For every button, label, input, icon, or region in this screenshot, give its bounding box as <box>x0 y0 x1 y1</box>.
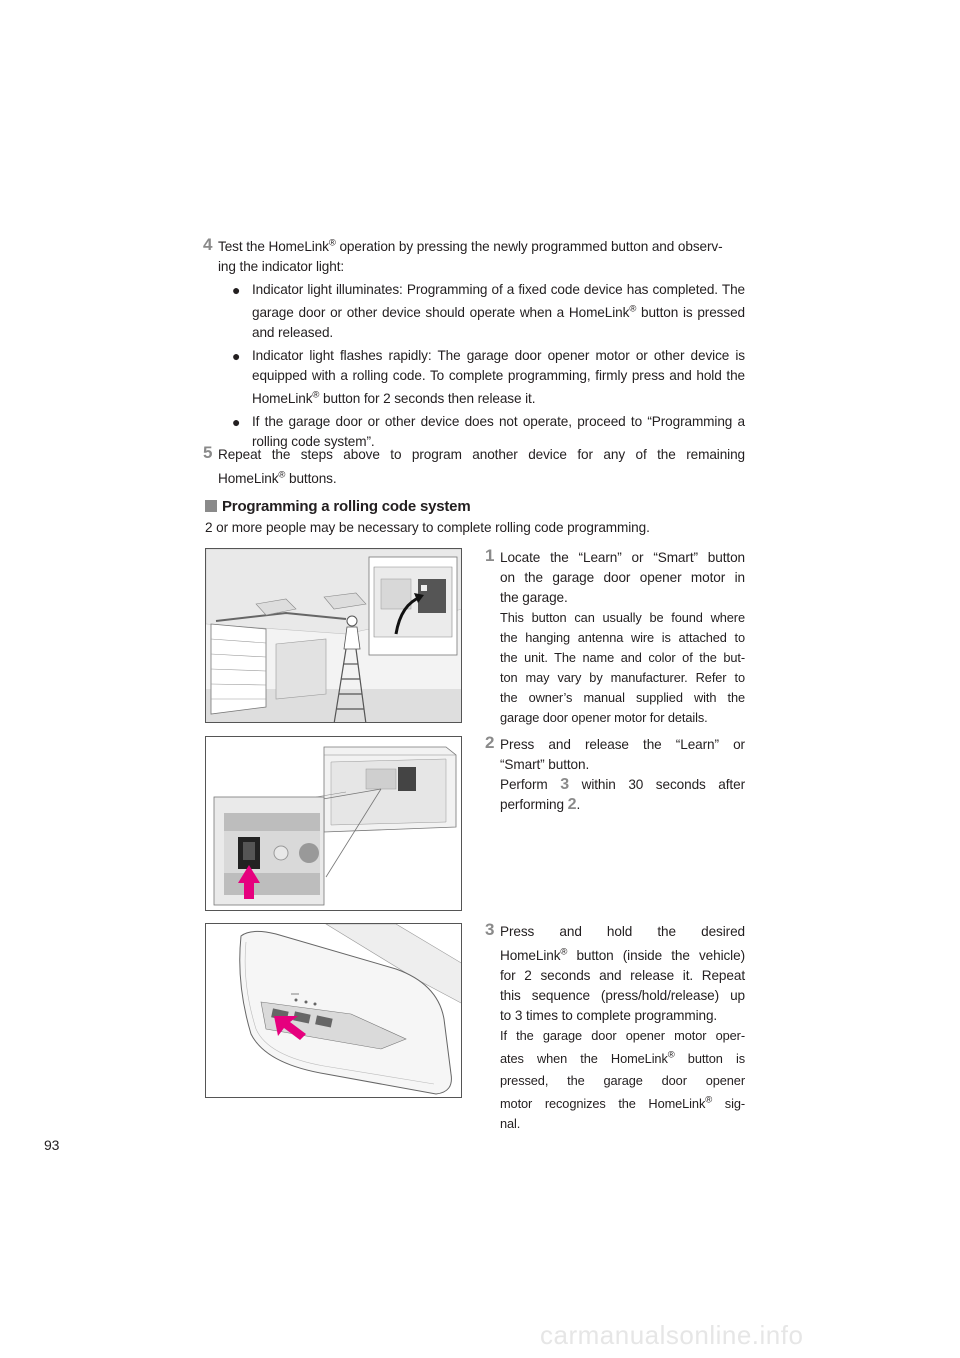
rolling-step-1: 1 Locate the “Learn” or “Smart” button on the garage door opener motor in the garage. This button can usually be found where the hanging antenna wire is attached to the unit. The name and color of the but- ton may vary by manufacturer. Refer to the owner’s manual supplied with the garage door opener motor for details. <box>487 548 745 728</box>
section-intro: 2 or more people may be necessary to complete rolling code programming. <box>205 520 650 535</box>
rolling-step-3-number: 3 <box>485 920 495 939</box>
step-4 <box>205 237 745 277</box>
bullet-item: ● Indicator light illuminates: Programming of a fixed code device has completed. The garage door or other device should operate when a HomeLink® button is pressed and released. <box>232 282 745 340</box>
page-number: 93 <box>44 1137 60 1153</box>
rolling-step-3-note: If the garage door opener motor oper- ates when the HomeLink® button is pressed, the garage door opener motor recognizes the HomeLink® sig- nal. <box>500 1028 745 1131</box>
bullet-icon: ● <box>232 414 241 430</box>
bullet-item: ● If the garage door or other device does not operate, proceed to “Programming a rolling code system”. <box>232 414 745 449</box>
step-5-number: 5 <box>203 443 213 462</box>
section-square-icon <box>205 500 217 512</box>
bullet-item: ● Indicator light flashes rapidly: The garage door opener motor or other device is equipped with a rolling code. To complete programming, firmly press and hold the HomeLink® button for 2 seconds then release it. <box>232 348 745 406</box>
figure-homelink-mirror <box>205 923 462 1098</box>
garage-illustration <box>206 549 462 723</box>
rolling-step-2: 2 Press and release the “Learn” or “Smart” button. Perform 3 within 30 seconds after performing 2. <box>485 733 745 813</box>
rolling-step-2-number: 2 <box>485 733 495 752</box>
figure-learn-button <box>205 736 462 911</box>
mirror-illustration <box>206 924 462 1098</box>
step-4-line2: ing the indicator light: <box>218 259 345 274</box>
section-heading: Programming a rolling code system <box>205 498 470 515</box>
rolling-step-1-note: This button can usually be found where the hanging antenna wire is attached to the unit. The name and color of the but- ton may vary by manufacturer. Refer to the owner’s manual supplied with the garage door opener motor for details. <box>500 610 745 725</box>
bullet-icon: ● <box>232 348 241 364</box>
learn-button-illustration <box>206 737 462 911</box>
watermark: carmanualsonline.info <box>540 1320 804 1350</box>
rolling-step-3: 3 Press and hold the desired HomeLink® button (inside the vehicle) for 2 seconds and release it. Repeat this sequence (press/hold/release) up to 3 times to complete programming. If the garage door opener motor oper- ates when the HomeLink® button is pressed, the garage door opener motor recognizes the HomeLink® sig- nal. <box>487 922 745 1134</box>
bullet-list <box>232 280 745 452</box>
figure-garage-opener <box>205 548 462 723</box>
step-5: 5 Repeat the steps above to program another device for any of the remaining HomeLink® buttons. <box>203 443 745 486</box>
bullet-icon: ● <box>232 282 241 298</box>
step-4-number: 4 <box>203 235 213 254</box>
step-4-line1: 4 Test the HomeLink® operation by pressing the newly programmed button and observ- <box>203 235 723 254</box>
rolling-step-1-number: 1 <box>485 546 495 565</box>
